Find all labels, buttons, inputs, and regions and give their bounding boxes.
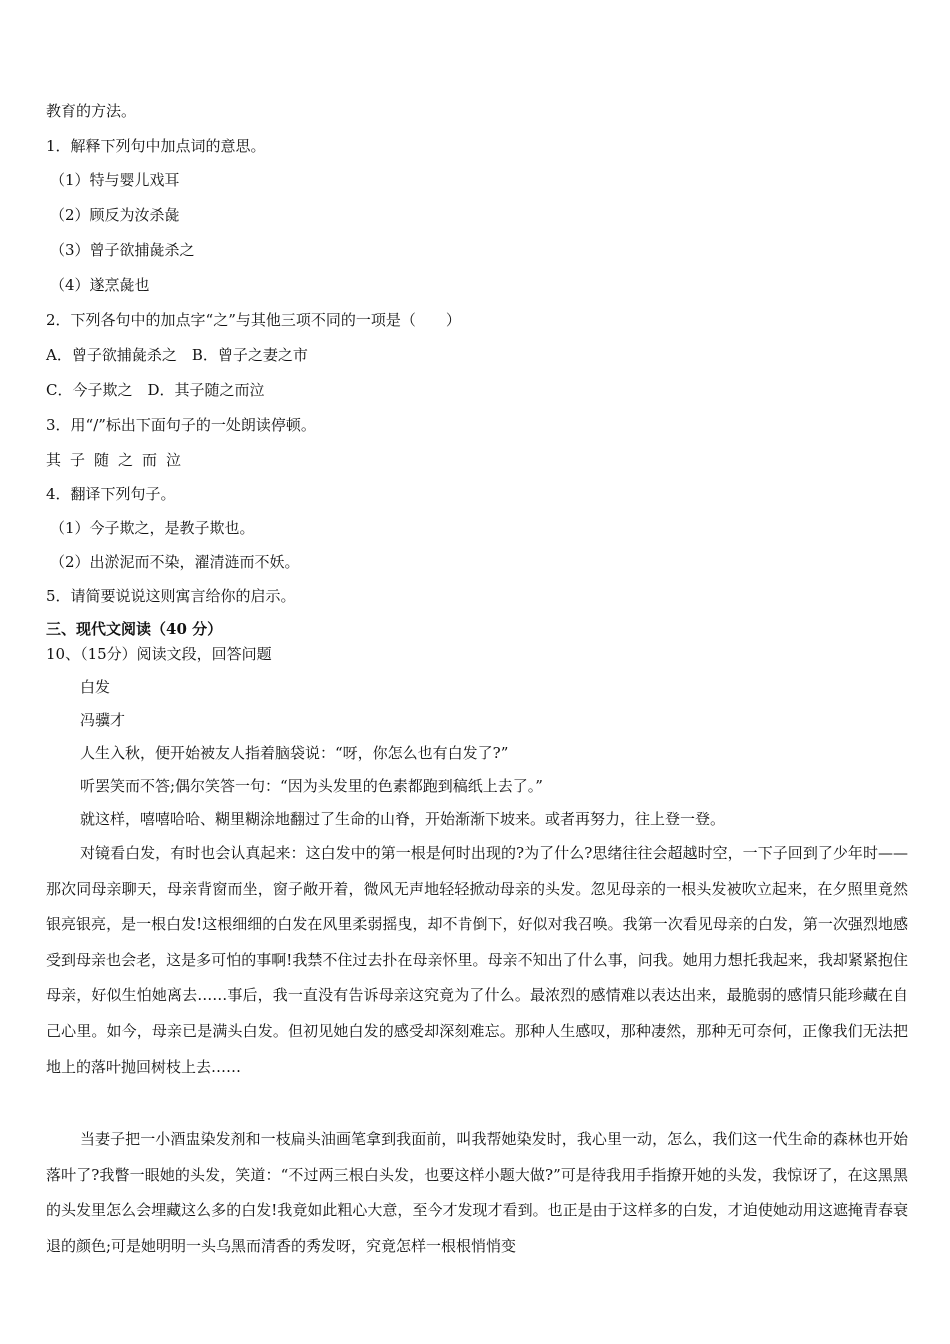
question-3-title: 3．用“/”标出下面句子的一处朗读停顿。 xyxy=(46,416,316,434)
essay-paragraph-3: 就这样，嘻嘻哈哈、糊里糊涂地翻过了生命的山脊，开始渐渐下坡来。或者再努力，往上登一登。 xyxy=(80,810,726,828)
essay-author: 冯骥才 xyxy=(80,711,126,729)
question-2-options-ab: A．曾子欲捕彘杀之 B．曾子之妻之市 xyxy=(46,346,308,364)
question-4-item: （2）出淤泥而不染，濯清涟而不妖。 xyxy=(50,553,300,571)
question-2-title: 2．下列各句中的加点字“之”与其他三项不同的一项是（ ） xyxy=(46,311,461,329)
question-4-item: （1）今子欺之，是教子欺也。 xyxy=(50,519,255,537)
essay-paragraph-5: 当妻子把一小酒盅染发剂和一枝扁头油画笔拿到我面前，叫我帮她染发时，我心里一动，怎么，我们这一代生命的森林也开始落叶了?我瞥一眼她的头发，笑道：“不过两三根白头发，也要这样小题大做?”可是待我用手指撩开她的头发，我惊讶了，在这黑黑的头发里怎么会埋藏这么多的白发!我竟如此粗心大意，至今才发现才看到。也正是由于这样多的白发，才迫使她动用这遮掩青春衰退的颜色;可是她明明一头乌黑而清香的秀发呀，究竟怎样一根根悄悄变 xyxy=(46,1130,908,1255)
question-1-title: 1．解释下列句中加点词的意思。 xyxy=(46,137,266,155)
question-1-item: （1）特与婴儿戏耳 xyxy=(50,171,180,189)
section-3-heading: 三、现代文阅读（40 分） xyxy=(46,620,223,638)
essay-title: 白发 xyxy=(80,678,111,696)
question-4-title: 4．翻译下列句子。 xyxy=(46,485,176,503)
essay-paragraph-4: 对镜看白发，有时也会认真起来：这白发中的第一根是何时出现的?为了什么?思绪往往会超越时空，一下子回到了少年时——那次同母亲聊天，母亲背窗而坐，窗子敞开着，微风无声地轻轻掀动母亲的头发。忽见母亲的一根头发被吹立起来，在夕照里竟然银亮银亮，是一根白发!这根细细的白发在风里柔弱摇曳，却不肯倒下，好似对我召唤。我第一次看见母亲的白发，第一次强烈地感受到母亲也会老，这是多可怕的事啊!我禁不住过去扑在母亲怀里。母亲不知出了什么事，问我。她用力想托我起来，我却紧紧抱住母亲，好似生怕她离去……事后，我一直没有告诉母亲这究竟为了什么。最浓烈的感情难以表达出来，最脆弱的感情只能珍藏在自己心里。如今，母亲已是满头白发。但初见她白发的感受却深刻难忘。那种人生感叹，那种凄然，那种无可奈何，正像我们无法把地上的落叶抛回树枝上去…… xyxy=(46,844,908,1076)
question-5-title: 5．请简要说说这则寓言给你的启示。 xyxy=(46,587,296,605)
question-1-item: （4）遂烹彘也 xyxy=(50,276,150,294)
question-1-item: （3）曾子欲捕彘杀之 xyxy=(50,241,195,259)
essay-paragraph-1: 人生入秋，便开始被友人指着脑袋说：“呀，你怎么也有白发了?” xyxy=(80,744,509,762)
essay-paragraph-2: 听罢笑而不答;偶尔笑答一句：“因为头发里的色素都跑到稿纸上去了。” xyxy=(80,777,543,795)
question-1-item: （2）顾反为汝杀彘 xyxy=(50,206,180,224)
question-3-sentence: 其子随之而泣 xyxy=(46,451,191,469)
question-2-options-cd: C．今子欺之 D．其子随之而泣 xyxy=(46,381,265,399)
question-10-title: 10、（15分）阅读文段，回答问题 xyxy=(46,645,272,663)
intro-tail: 教育的方法。 xyxy=(46,102,137,120)
